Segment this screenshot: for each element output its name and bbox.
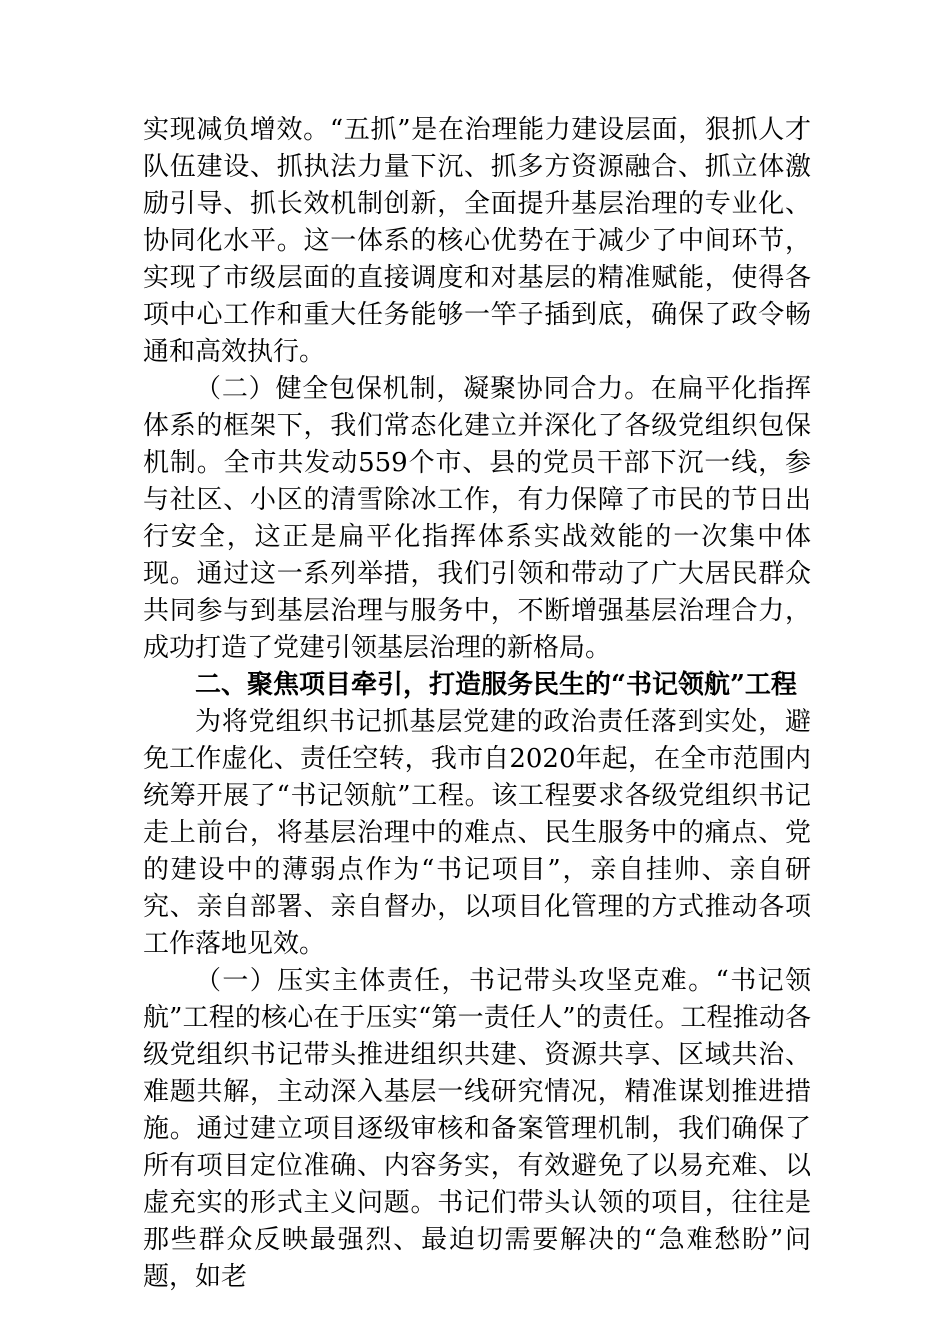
section-heading: 二、聚焦项目牵引，打造服务民生的“书记领航”工程 [195,670,797,700]
paragraph-intro: 为将党组织书记抓基层党建的政治责任落到实处，避免工作虚化、责任空转，我市自2020年起，在全市范围内统筹开展了“书记领航”工程。该工程要求各级党组织书记走上前台，将基层治理中的难点、民生服务中的痛点、党的建设中的薄弱点作为“书记项目”，亲自挂帅、亲自研究、亲自部署、亲自督办，以项目化管理的方式推动各项工作落地见效。 [143,707,811,959]
paragraph-section-2: （二）健全包保机制，凝聚协同合力。在扁平化指挥体系的框架下，我们常态化建立并深化了各级党组织包保机制。全市共发动559个市、县的党员干部下沉一线，参与社区、小区的清雪除冰工作，有力保障了市民的节日出行安全，这正是扁平化指挥体系实战效能的一次集中体现。通过这一系列举措，我们引领和带动了广大居民群众共同参与到基层治理与服务中，不断增强基层治理合力，成功打造了党建引领基层治理的新格局。 [143,374,811,663]
paragraph-subsection-1: （一）压实主体责任，书记带头攻坚克难。“书记领航”工程的核心在于压实“第一责任人”的责任。工程推动各级党组织书记带头推进组织共建、资源共享、区域共治、难题共解，主动深入基层一线研究情况，精准谋划推进措施。通过建立项目逐级审核和备案管理机制，我们确保了所有项目定位准确、内容务实，有效避免了以易充难、以虚充实的形式主义问题。书记们带头认领的项目，往往是那些群众反映最强烈、最迫切需要解决的“急难愁盼”问题，如老 [143,966,811,1292]
paragraph-continuation: 实现减负增效。“五抓”是在治理能力建设层面，狠抓人才队伍建设、抓执法力量下沉、抓多方资源融合、抓立体激励引导、抓长效机制创新，全面提升基层治理的专业化、协同化水平。这一体系的核心优势在于减少了中间环节，实现了市级层面的直接调度和对基层的精准赋能，使得各项中心工作和重大任务能够一竿子插到底，确保了政令畅通和高效执行。 [143,115,811,367]
document-body [143,112,811,1296]
